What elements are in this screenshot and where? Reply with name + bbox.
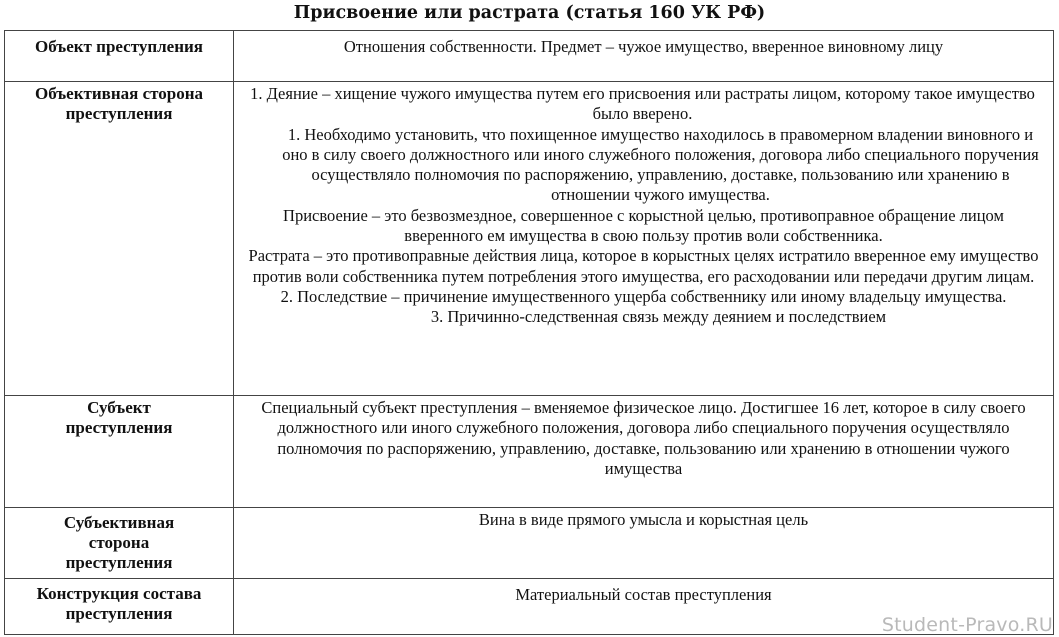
row-label-objective-side: Объективная сторона преступления — [5, 82, 234, 396]
table-row-subjective-side — [5, 508, 1054, 579]
site-watermark: Student-Pravo.RU — [881, 614, 1053, 636]
row-content-subject — [234, 396, 1054, 508]
row-label-object: Объект преступления — [5, 31, 234, 82]
subjective-side-text: Вина в виде прямого умысла и корыстная цель — [478, 510, 809, 529]
objective-paragraph-embezzlement: Растрата – это противоправные действия лица, которое в корыстных целях истратило вверенное ему имущество против воли собственника путем потребления этого имущества, его расходовании или передачи другим лицам. — [248, 246, 1039, 286]
table-row-objective-side — [5, 82, 1054, 396]
row-label-subjective-side: Субъективная сторона преступления — [5, 508, 234, 579]
row-content-objective-side — [234, 82, 1054, 396]
page-title: Присвоение или растрата (статья 160 УК РФ) — [293, 3, 766, 23]
table-row-subject — [5, 396, 1054, 508]
objective-paragraph-causation: 3. Причинно-следственная связь между деянием и последствием — [430, 307, 887, 327]
objective-paragraph-establish: 1. Необходимо установить, что похищенное имущество находилось в правомерном владении виновного и оно в силу своего должностного или иного служебного положения, договора либо специального поручения осуществляло полномочия по распоряжению, управлению, доставке, пользованию или хранению в отношении чужого имущества. — [282, 124, 1039, 205]
row-label-subject: Субъект преступления — [5, 396, 234, 508]
object-text: Отношения собственности. Предмет – чужое имущество, вверенное виновному лицу — [343, 37, 944, 56]
row-content-subjective-side — [234, 508, 1054, 579]
objective-paragraph-appropriation: Присвоение – это безвозмездное, совершенное с корыстной целью, противоправное обращение лицом вверенного ем имущества в свою пользу против воли собственника. — [283, 205, 1004, 246]
construction-text: Материальный состав преступления — [515, 585, 772, 604]
objective-paragraph-act: 1. Деяние – хищение чужого имущества путем его присвоения или растраты лицом, которому такое имущество было вверено. — [250, 84, 1035, 124]
table-row-object — [5, 31, 1054, 82]
objective-paragraph-consequence: 2. Последствие – причинение имущественного ущерба собственнику или иному владельцу имущества. — [280, 286, 1007, 306]
row-content-object — [234, 31, 1054, 82]
row-label-construction: Конструкция состава преступления — [5, 579, 234, 635]
crime-elements-table — [4, 30, 1054, 635]
subject-text: Специальный субъект преступления – вменяемое физическое лицо. Достигшее 16 лет, которое в силу своего должностного или иного служебного положения, договора либо специального поручения осуществляло полномочия по распоряжению, управлению, доставке, пользованию или хранению в отношении чужого имущества — [261, 398, 1026, 478]
